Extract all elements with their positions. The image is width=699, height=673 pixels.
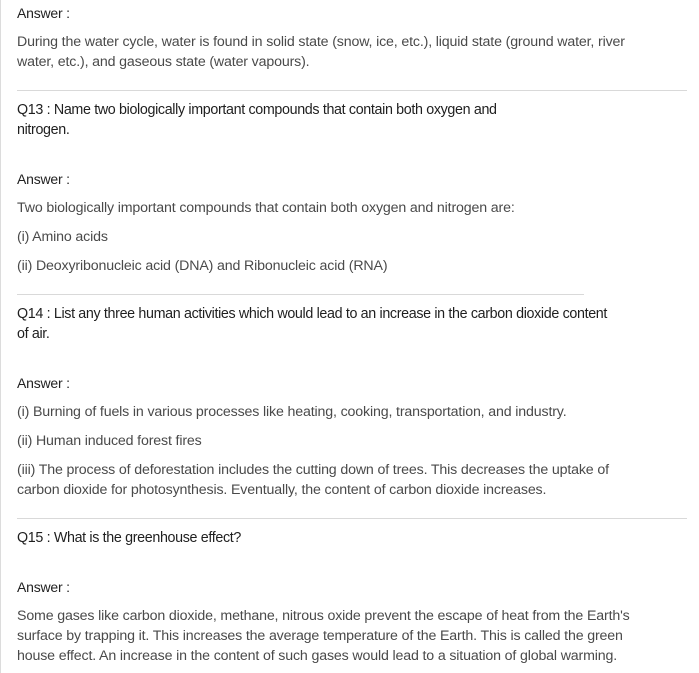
answer-paragraph: (i) Amino acids <box>17 229 108 245</box>
question-line: Q15 : What is the greenhouse effect? <box>17 530 241 546</box>
answer-label-q14: Answer : <box>17 375 70 391</box>
question-line: Q13 : Name two biologically important compounds that contain both oxygen and <box>17 102 497 118</box>
divider <box>17 294 584 295</box>
answer-paragraph: (ii) Human induced forest fires <box>17 433 202 449</box>
answer-line: Some gases like carbon dioxide, methane, nitrous oxide prevent the escape of heat from the Earth's <box>17 608 630 624</box>
divider <box>17 90 687 91</box>
question-q13 <box>17 100 687 140</box>
answer-line: surface by trapping it. This increases the average temperature of the Earth. This is called the green <box>17 628 623 644</box>
answer-label-q15: Answer : <box>17 579 70 595</box>
question-q15 <box>17 528 687 548</box>
answer-text-q15 <box>17 606 697 666</box>
answer-paragraph: Two biologically important compounds that contain both oxygen and nitrogen are: <box>17 200 515 216</box>
answer-line: water, etc.), and gaseous state (water vapours). <box>17 54 310 70</box>
question-q14 <box>17 304 697 344</box>
question-line: Q14 : List any three human activities which would lead to an increase in the carbon dioxide content <box>17 306 608 322</box>
answer-line: carbon dioxide for photosynthesis. Eventually, the content of carbon dioxide increases. <box>17 482 547 498</box>
answer-line: During the water cycle, water is found in solid state (snow, ice, etc.), liquid state (ground water, river <box>17 34 625 50</box>
answer-text-q12 <box>17 32 697 72</box>
answer-label-q13: Answer : <box>17 171 70 187</box>
answer-label-q12: Answer : <box>17 5 70 21</box>
answer-line: (iii) The process of deforestation includes the cutting down of trees. This decreases the uptake of <box>17 462 609 478</box>
divider <box>17 518 687 519</box>
answer-paragraph <box>17 460 697 500</box>
answer-paragraph: (ii) Deoxyribonucleic acid (DNA) and Ribonucleic acid (RNA) <box>17 258 388 274</box>
answer-paragraph: (i) Burning of fuels in various processes like heating, cooking, transportation, and industry. <box>17 404 567 420</box>
answer-line: house effect. An increase in the content of such gases would lead to a situation of global warming. <box>17 648 618 664</box>
question-line: of air. <box>17 326 50 342</box>
question-line: nitrogen. <box>17 122 70 138</box>
